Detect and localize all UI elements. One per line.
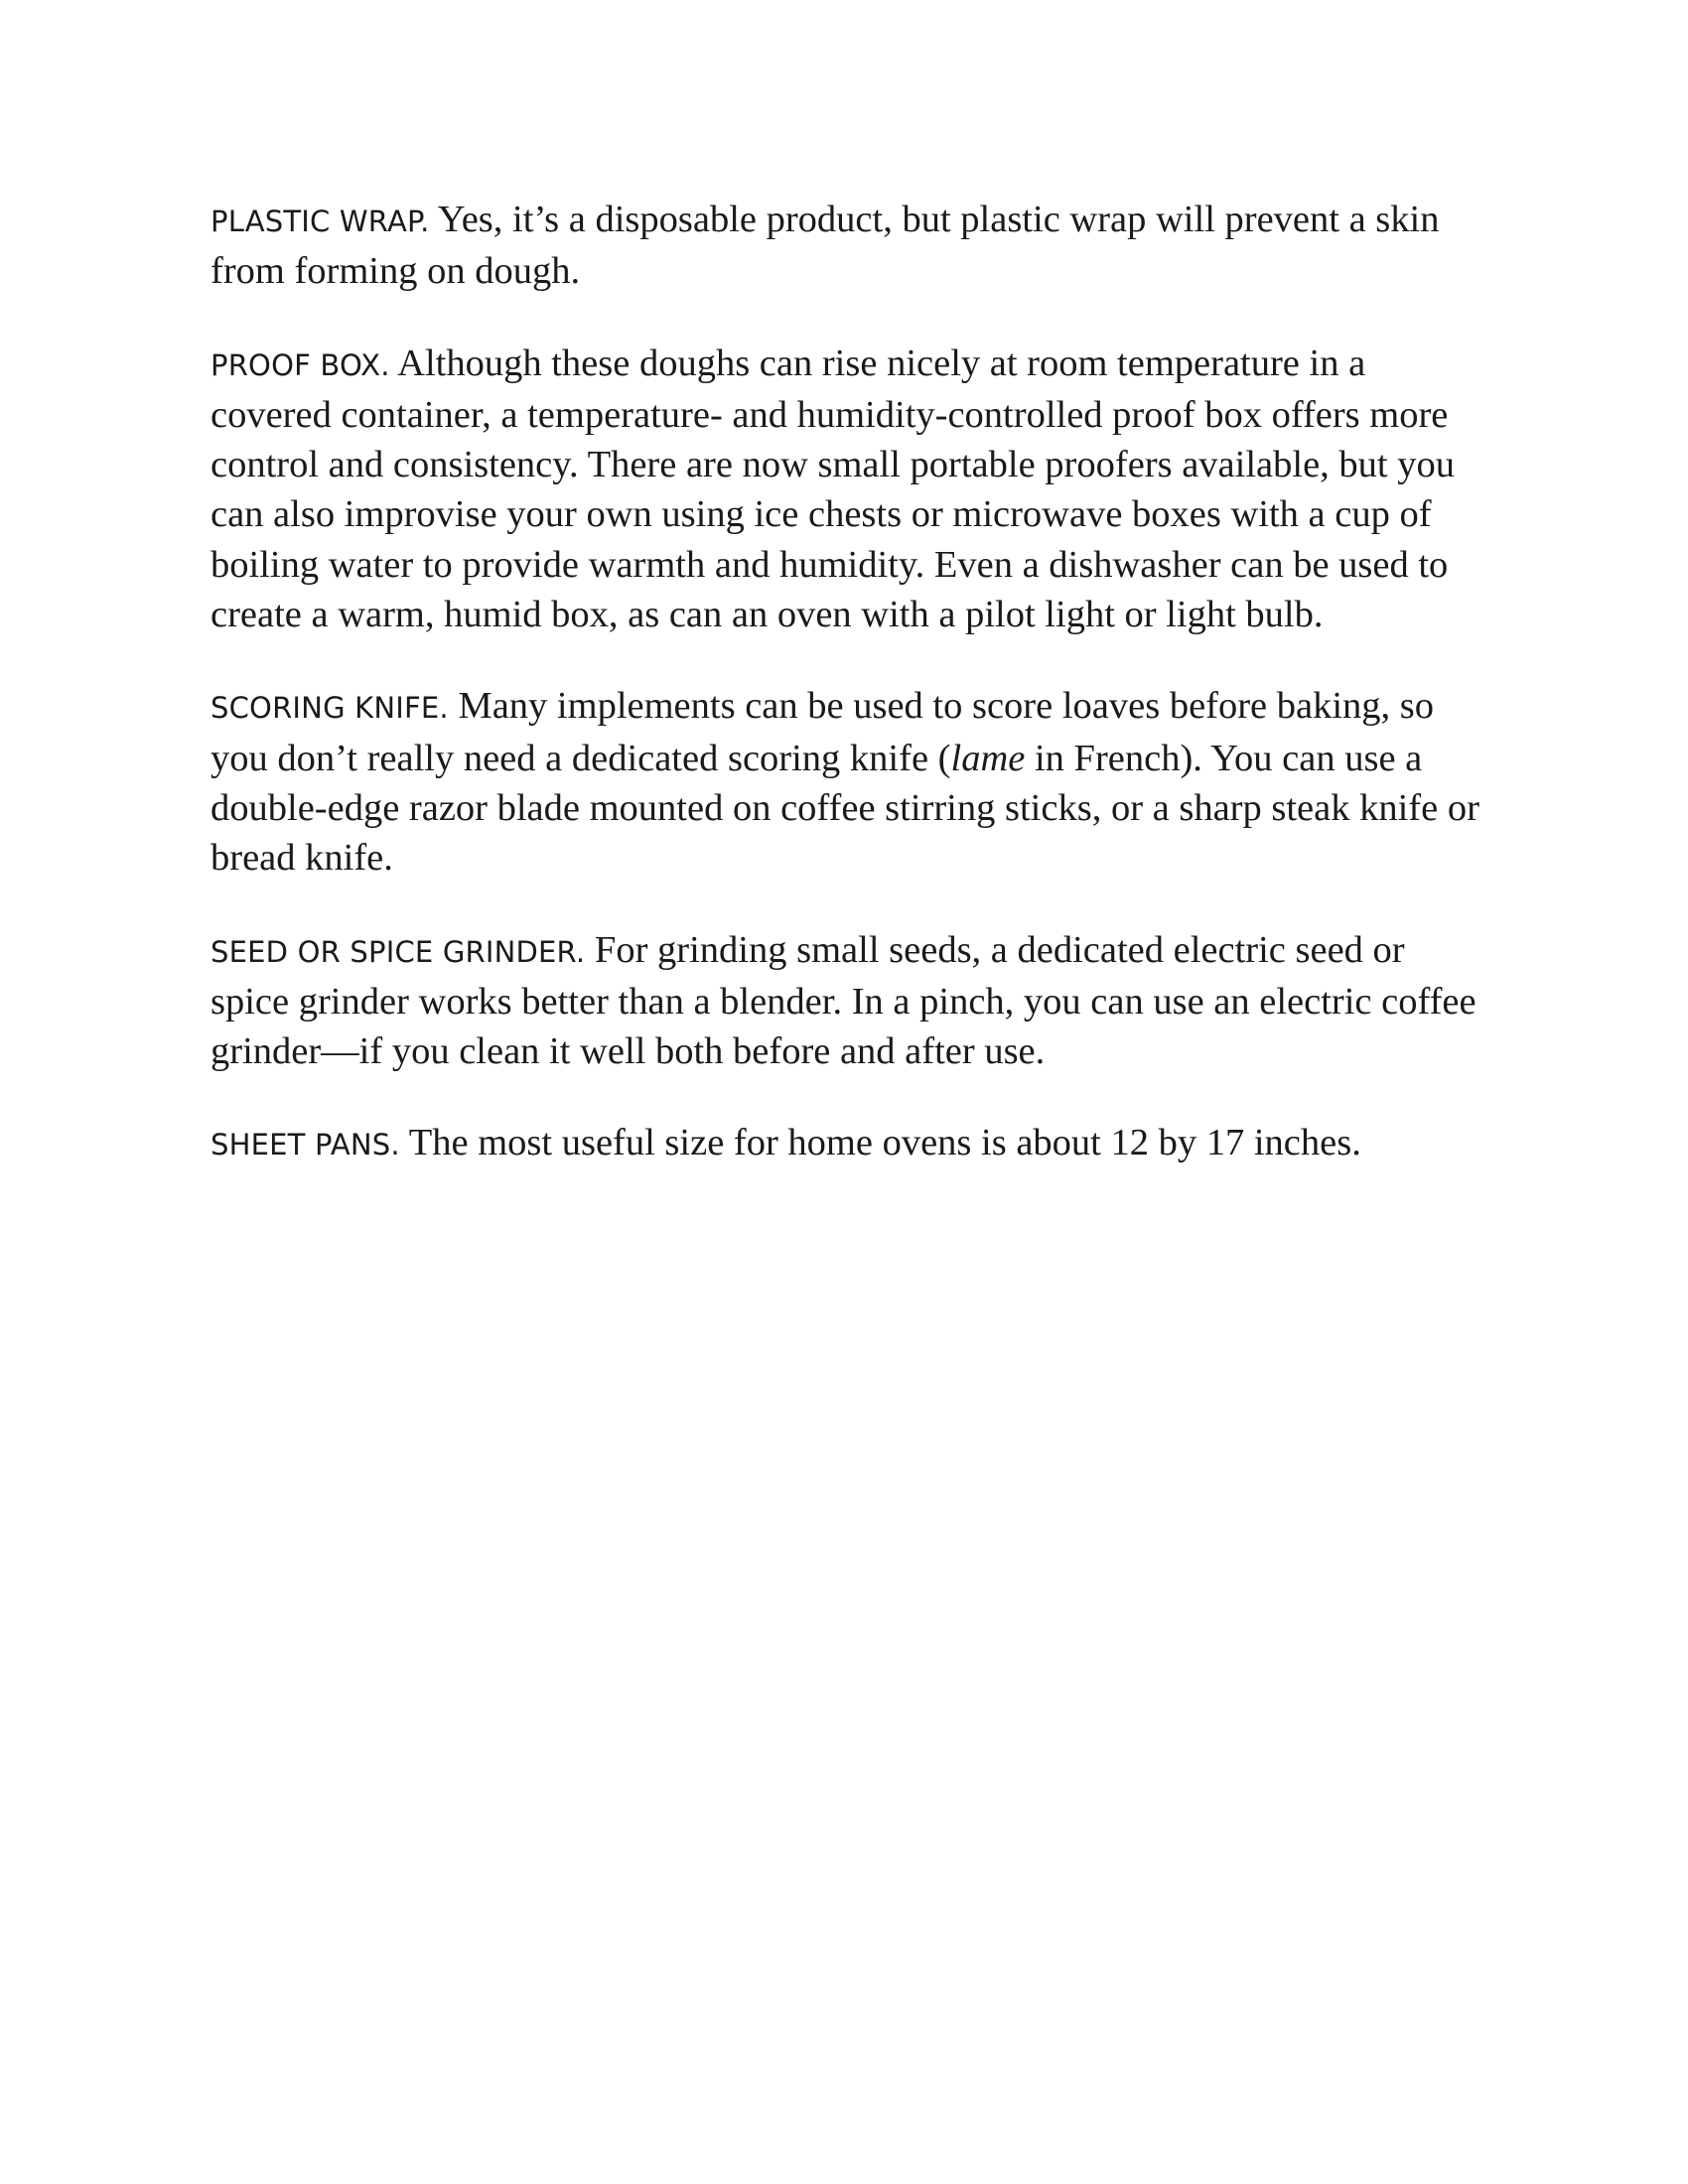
entry-term: SHEET PANS. — [211, 1128, 400, 1162]
entry-text: For grinding small seeds, a dedicated electric seed or spice grinder works better than a blender. In a pinch, you can use an electric coffee grinder—if you clean it well both before and after use. — [211, 928, 1477, 1073]
entry-term: PROOF BOX. — [211, 347, 390, 382]
entry-text: Many implements can be used to score loaves before baking, so you don’t really need a dedicated scoring knife ( — [211, 685, 1435, 779]
entry-sheet-pans — [211, 1118, 1491, 1169]
entry-term: SEED OR SPICE GRINDER. — [211, 934, 586, 969]
entry-plastic-wrap — [211, 195, 1491, 297]
entry-proof-box — [211, 339, 1491, 640]
entry-emphasis: lame — [950, 737, 1026, 779]
entry-text: The most useful size for home ovens is about 12 by 17 inches. — [399, 1122, 1361, 1164]
document-page — [211, 195, 1491, 1212]
entry-scoring-knife — [211, 681, 1491, 883]
entry-term: SCORING KNIFE. — [211, 691, 449, 726]
entry-text: Yes, it’s a disposable product, but plastic wrap will prevent a skin from forming on dough. — [211, 199, 1440, 293]
entry-text-continued: in French). You can use a double-edge razor blade mounted on coffee stirring sticks, or a sharp steak knife or bread knife. — [211, 737, 1479, 880]
entry-text: Although these doughs can rise nicely at room temperature in a covered container, a temperature- and humidity-controlled proof box offers more control and consistency. There are now small portable proofers available, but you can also improvise your own using ice chests or microwave boxes with a cup of boiling water to provide warmth and humidity. Even a dishwasher can be used to create a warm, humid box, as can an oven with a pilot light or light bulb. — [211, 341, 1455, 636]
entry-term: PLASTIC WRAP. — [211, 205, 430, 238]
entry-seed-or-spice-grinder — [211, 925, 1491, 1077]
